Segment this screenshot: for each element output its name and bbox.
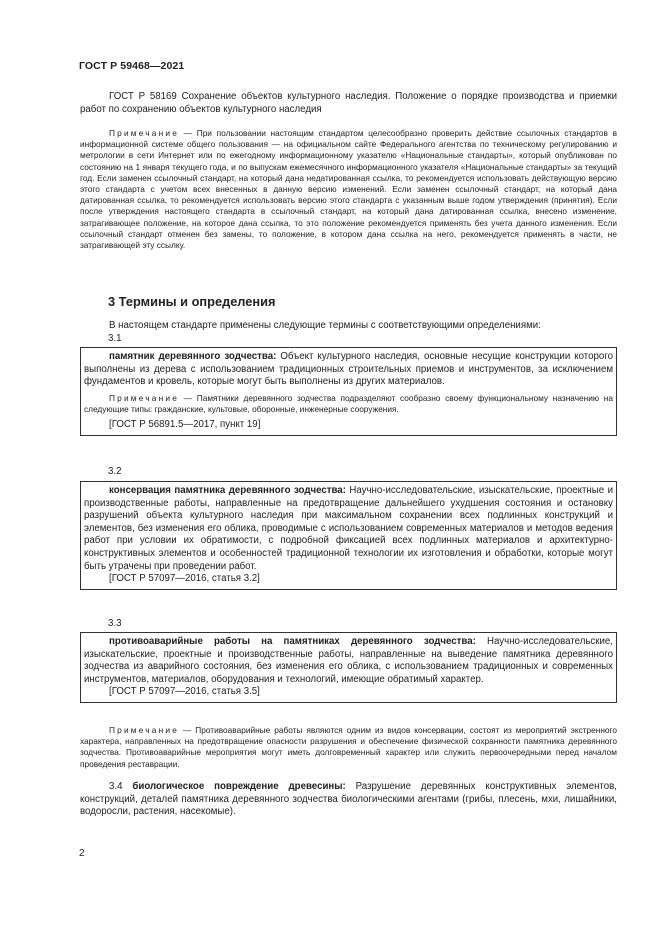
term-note-text-3-1: — Памятники деревянного зодчества подразделяют сообразно своему функциональному назначению на следующие типы: гражданские, культовые, оборонные, инженерные сооружения. (84, 392, 613, 414)
term-definition-3-2 (84, 485, 613, 573)
term-note-label-3-1: Примечание (109, 392, 180, 403)
term-3-3-note (80, 725, 617, 770)
term-title-3-3: противоаварийные работы на памятниках деревянного зодчества: (109, 636, 476, 647)
term-source-3-3: [ГОСТ Р 57097—2016, статья 3.5] (109, 686, 260, 698)
term-source-3-1: [ГОСТ Р 56891.5—2017, пункт 19] (109, 419, 261, 431)
term-number-3-1: 3.1 (108, 333, 122, 344)
term-definition-3-3 (84, 636, 613, 686)
term-title-3-4: биологическое повреждение древесины: (132, 781, 346, 792)
term-text-3-1: Объект культурного наследия, основные несущие конструкции которого выполнены из дерева с использованием традиционных строительных приемов и инструментов, за исключением фундаментов и кровель, которые могут быть выполнены из других материалов. (84, 351, 614, 388)
term-3-4 (80, 781, 617, 819)
section-intro-text: В настоящем стандарте применены следующие термины с соответствующими определениями: (109, 320, 541, 331)
term-text-3-4: Разрушение деревянных конструктивных элементов, конструкций, деталей памятника деревянного зодчества биологическими агентами (грибы, плесень, мхи, лишайники, водоросли, растения, насекомые). (80, 781, 617, 818)
intro-note (80, 128, 617, 251)
term-box-3-2 (80, 481, 617, 590)
document-code-header: ГОСТ Р 59468—2021 (79, 60, 185, 72)
term-text-3-2: Научно-исследовательские, изыскательские, проектные и производственные работы, направленные на предотвращение дальнейшего ухудшения состояния и остановку разрушений объекта культурного наследия при максимальном сохранении всех подлинных конструкций и элементов, без изменения его облика, проводимые с использованием современных материалов и методов ведения работ при условии их обратимости, с подробной фиксацией всех подлинных материалов и архитектурно-конструктивных элементов и особенностей традиционной технологии их изготовления и обработки, которые могут быть утрачены при проведении работ. (84, 485, 613, 572)
term-text-3-3: Научно-исследовательские, изыскательские, проектные и производственные работы, направленные на выведение памятника деревянного зодчества из аварийного состояния, без изменения его облика, с использованием традиционных и современных инструментов, материалов, оборудования и технологий, имеющие обратимый характер. (84, 636, 613, 685)
term-number-3-4: 3.4 (109, 781, 123, 792)
term-definition-3-4 (80, 781, 617, 819)
term-3-3-note-paragraph (80, 725, 617, 770)
term-note-3-1 (84, 393, 613, 415)
term-title-3-2: консервация памятника деревянного зодчества: (109, 485, 346, 496)
term-number-3-3: 3.3 (108, 618, 122, 629)
page-number: 2 (79, 848, 85, 859)
term-number-3-2: 3.2 (108, 466, 122, 477)
intro-note-text: — При пользовании настоящим стандартом целесообразно проверить действие ссылочных стандартов в информационной системе общего пользования — на официальном сайте Федерального агентства по техническому регулированию и метрологии в сети Интернет или по ежегодному информационному указателю «Национальные стандарты», который опубликован по состоянию на 1 января текущего года, и по выпускам ежемесячного информационного указателя «Национальные стандарты» за текущий год. Если заменен ссылочный стандарт, на который дана недатированная ссылка, то рекомендуется использовать действующую версию этого стандарта с учетом всех внесенных в данную версию изменений. Если заменен ссылочный стандарт, на который дана датированная ссылка, то рекомендуется использовать версию этого стандарта с указанным выше годом утверждения (принятия). Если после утверждения настоящего стандарта в ссылочный стандарт, на который дана датированная ссылка, внесено изменение, затрагивающее положение, на которое дана ссылка, то это положение рекомендуется применять без учета данного изменения. Если ссылочный стандарт отменен без замены, то положение, в котором дана ссылка на него, рекомендуется применять в части, не затрагивающей эту ссылку. (80, 128, 617, 251)
term-box-3-1 (80, 347, 617, 436)
term-title-3-1: памятник деревянного зодчества: (109, 351, 277, 362)
term-3-3-note-label: Примечание (109, 725, 180, 735)
section-intro (80, 320, 617, 333)
section-heading: 3 Термины и определения (108, 294, 276, 309)
term-3-3-note-text: — Противоаварийные работы являются одним из видов консервации, состоят из мероприятий экстренного характера, направленных на предотвращение опасности разрушения и обеспечение физической сохранности памятника деревянного зодчества. Противоаварийные мероприятия могут иметь долговременный характер или служить первоочередными перед началом проведения реставрации. (80, 725, 617, 769)
term-source-3-2: [ГОСТ Р 57097—2016, статья 3.2] (109, 573, 260, 585)
intro-note-paragraph (80, 128, 617, 251)
intro-note-label: Примечание (109, 128, 180, 138)
normative-reference-text: ГОСТ Р 58169 Сохранение объектов культурного наследия. Положение о порядке производства и приемки работ по сохранению объектов культурного наследия (80, 91, 617, 115)
normative-reference-block (80, 91, 617, 116)
term-box-3-3 (80, 632, 617, 703)
term-definition-3-1 (84, 351, 613, 389)
